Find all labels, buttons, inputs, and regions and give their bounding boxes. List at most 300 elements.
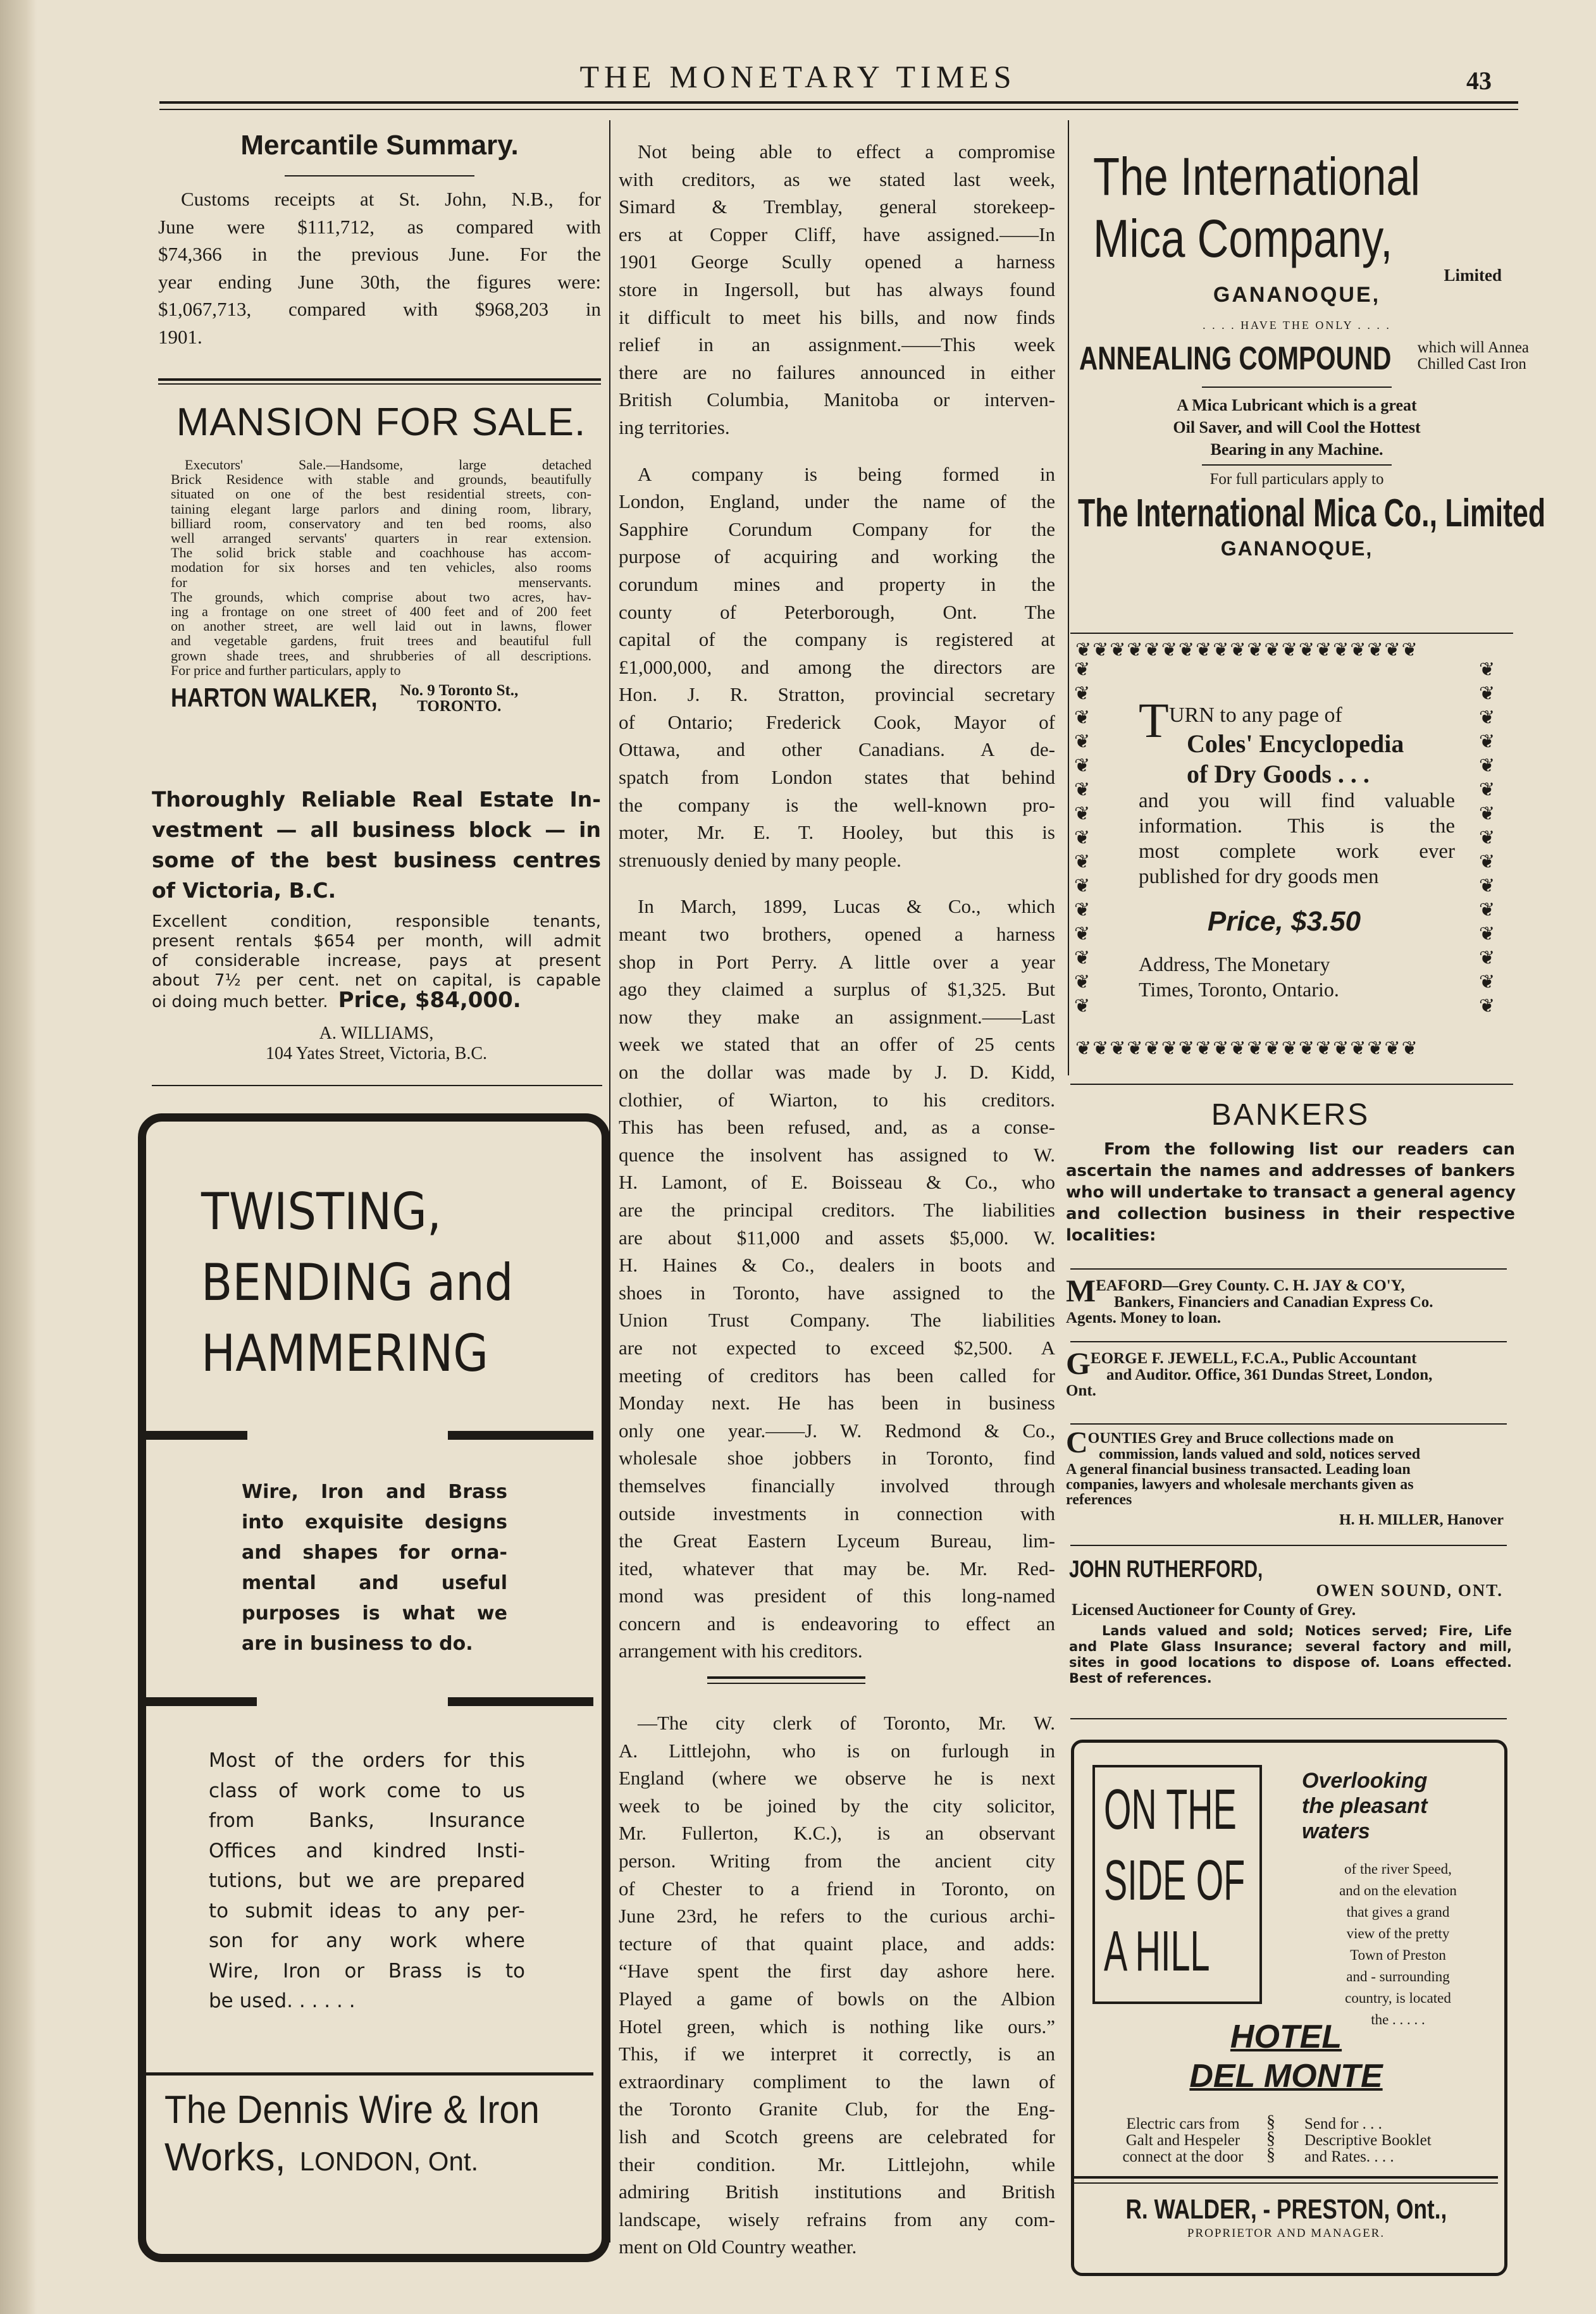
news-para-1 [619, 138, 1055, 442]
realestate-price: Price, $84,000. [338, 987, 521, 1013]
text-line: their condition. Mr. Littlejohn, while [619, 2153, 1055, 2175]
company-line-2b: LONDON, Ont. [299, 2146, 479, 2176]
text-line: ment on Old Country weather. [619, 2236, 857, 2258]
text-line: ing a frontage on one street of 400 feet and of 200 feet [171, 603, 591, 620]
masthead-title: THE MONETARY TIMES [579, 59, 1017, 94]
text-line: well arranged servants' quarters in rear extension. [171, 530, 591, 547]
flourish-ornament: ❦ [1479, 827, 1495, 848]
text-line: Descriptive Booklet [1304, 2132, 1432, 2149]
mercantile-body [158, 185, 601, 351]
news-para-4 [619, 1709, 1055, 2261]
text-line: country, is located [1345, 1990, 1451, 2006]
flourish-ornament: ❦ [1074, 875, 1091, 896]
column-divider-right [1068, 120, 1069, 1075]
flourish-ornament: ❦ [1384, 1038, 1402, 1059]
coles-ad [1139, 693, 1455, 1002]
text-line: 1901. [158, 325, 202, 348]
text-line: now they make an assignment.——Last [619, 1005, 1055, 1028]
flourish-ornament: ❦ [1074, 683, 1091, 704]
flourish-ornament: ❦ [1092, 1038, 1110, 1059]
flourish-ornament: ❦ [1074, 900, 1091, 920]
text-line: Wire, Iron and Brass [242, 1481, 507, 1503]
mica-location-2: GANANOQUE, [1220, 537, 1373, 560]
flourish-ornament: ❦ [1161, 640, 1178, 660]
hotel-rule [1074, 2176, 1498, 2179]
flourish-ornament: ❦ [1350, 1038, 1368, 1059]
annealing-compound: ANNEALING COMPOUND [1079, 340, 1392, 377]
text-line: Best of references. [1069, 1671, 1212, 1686]
text-line: Lands valued and sold; Notices served; Fire, Life [1102, 1623, 1512, 1638]
side-of-hill: ON THE SIDE OF A HILL [1104, 1778, 1246, 1983]
flourish-ornament: ❦ [1479, 755, 1495, 776]
banker-jay: MEAFORD—Grey County. C. H. JAY & CO'Y, Bankers, Financiers and Canadian Express Co. Agents. Money to loan. [1066, 1273, 1433, 1327]
flourish-ornament: ❦ [1479, 996, 1495, 1017]
text-line: Played a game of bowls on the Albion [619, 1987, 1055, 2010]
text-line: June were $111,712, as compared with [158, 215, 601, 238]
hotel-description [1316, 1859, 1480, 2031]
text-line: tecture of that quaint place, and adds: [619, 1932, 1055, 1955]
text-line: ago they claimed a surplus of $1,325. But [619, 978, 1055, 1001]
flourish-ornament: ❦ [1479, 803, 1495, 824]
flourish-ornament: ❦ [1230, 1038, 1247, 1059]
text-line: modation for six horses and ten vehicles, also rooms [171, 559, 591, 576]
text-line: only one year.——J. W. Redmond & Co., [619, 1419, 1055, 1442]
text-line: Galt and Hespeler [1125, 2132, 1240, 2149]
text-line: for menservants. [171, 574, 591, 590]
text-line: Brick Residence with stable and grounds, beautifully [171, 471, 591, 488]
text-line: of the river Speed, [1344, 1861, 1452, 1877]
text-line: and - surrounding [1346, 1969, 1450, 1984]
flourish-ornament: ❦ [1401, 640, 1419, 660]
text-line: are not expected to exceed $2,500. A [619, 1336, 1055, 1359]
text-line: purpose of acquiring and working the [619, 545, 1055, 568]
text-line: about 7½ per cent. net on capital, is capable [152, 971, 601, 990]
mansion-ad [171, 400, 591, 714]
text-line: ited, whatever that may be. Mr. Red- [619, 1557, 1055, 1580]
text-line: H. Lamont, of E. Boisseau & Co., who [619, 1171, 1055, 1194]
text-line: be used. . . . . . [209, 1989, 356, 2012]
text-line: $74,366 in the previous June. For the [158, 243, 601, 266]
bankers-heading: BANKERS [1211, 1098, 1370, 1132]
text-line: outside investments in connection with [619, 1502, 1055, 1525]
masthead-rule [159, 101, 1518, 104]
text-line: of considerable increase, pays at present [152, 951, 601, 970]
realestate-heading [152, 784, 601, 906]
text-line: who will undertake to transact a general agency [1066, 1183, 1516, 1202]
text-line: taining elegant large parlors and dining room, library, [171, 500, 591, 517]
text-line: Most of the orders for this [209, 1749, 525, 1772]
text-line: the company is the well-known pro- [619, 793, 1055, 816]
text-line: British Columbia, Manitoba or interven- [619, 388, 1055, 411]
text-line: Electric cars from [1126, 2115, 1240, 2132]
text-line: situated on one of the best residential streets, con- [171, 486, 591, 502]
box-rule [146, 1431, 247, 1440]
company-line-1: The Dennis Wire & Iron [164, 2088, 540, 2132]
text-line: Offices and kindred Insti- [209, 1839, 525, 1862]
flourish-ornament: ❦ [1127, 1038, 1144, 1059]
flourish-ornament: ❦ [1479, 851, 1495, 872]
news-column [619, 138, 1055, 1665]
flourish-ornament: ❦ [1281, 640, 1299, 660]
text-line: it difficult to meet his bills, and now finds [619, 306, 1055, 328]
flourish-ornament: ❦ [1333, 1038, 1351, 1059]
text-line: From the following list our readers can [1104, 1140, 1515, 1159]
headline-line: TWISTING, [201, 1182, 442, 1241]
text-line: Not being able to effect a compromise [638, 140, 1055, 163]
flourish-ornament: ❦ [1298, 1038, 1316, 1059]
flourish-ornament: ❦ [1384, 640, 1402, 660]
text-line: Town of Preston [1350, 1947, 1446, 1963]
text-line: the Great Eastern Lyceum Bureau, lim- [619, 1530, 1055, 1552]
text-line: and shapes for orna- [242, 1542, 507, 1564]
text-line: shoes in Toronto, have assigned to the [619, 1281, 1055, 1304]
text-line: themselves financially involved through [619, 1474, 1055, 1497]
text-line: most complete work ever [1139, 840, 1455, 863]
masthead-rule-thin [159, 109, 1518, 110]
book-spine-shadow [0, 0, 37, 2314]
text-line: mental and useful [242, 1572, 507, 1594]
text-line: 1901 George Scully opened a harness [619, 251, 1055, 273]
banker-rutherford: JOHN RUTHERFORD, OWEN SOUND, ONT. Licensed Auctioneer for County of Grey. Lands valued and sold; Notices served; Fire, Life and Plate Glass Insurance; several factory and mill, sites in good locations to dispose of. Loans effected. Best of references. [1069, 1556, 1512, 1686]
hotel-name: HOTEL DEL MONTE [1189, 2019, 1383, 2094]
flourish-ornament: ❦ [1074, 659, 1091, 680]
text-line: purposes is what we [242, 1602, 507, 1624]
banker-miller: COUNTIES Grey and Bruce collections made on commission, lands valued and sold, notices served A general financial business transacted. Leading loan companies, lawyers and wholesale merchants given as references H. H. MILLER, Hanover [1066, 1426, 1504, 1528]
flourish-ornament: ❦ [1479, 972, 1495, 993]
text-line: billiard room, conservatory and ten bed rooms, also [171, 515, 591, 531]
section-rule [707, 1676, 865, 1679]
company-line-2a: Works, [164, 2136, 286, 2179]
overlooking: Overlooking the pleasant waters [1302, 1769, 1428, 1843]
text-line: Sapphire Corundum Company for the [619, 517, 1055, 540]
flourish-ornament: ❦ [1281, 1038, 1299, 1059]
flourish-ornament: ❦ [1074, 996, 1091, 1017]
heading-line: Thoroughly Reliable Real Estate In- [152, 787, 601, 812]
flourish-ornament: ❦ [1075, 640, 1093, 660]
flourish-ornament: ❦ [1075, 1038, 1093, 1059]
text-line: lish and Scotch greens are celebrated for [619, 2125, 1055, 2148]
text-line: £1,000,000, and among the directors are [619, 655, 1055, 678]
hotel-proprietor: R. WALDER, - PRESTON, Ont., PROPRIETOR AND MANAGER. [1125, 2194, 1447, 2240]
text-line: on another street, are well laid out in lawns, flower [171, 618, 591, 634]
flourish-ornament: ❦ [1264, 1038, 1282, 1059]
divider [158, 383, 601, 385]
flourish-ornament: ❦ [1367, 640, 1385, 660]
heading-line: of Victoria, B.C. [152, 878, 337, 903]
text-line: concern and is endeavoring to effect an [619, 1612, 1055, 1635]
text-line: The solid brick stable and coachhouse has accom- [171, 545, 591, 561]
text-line: that gives a grand [1346, 1904, 1450, 1920]
text-line: extraordinary compliment to the lawn of [619, 2070, 1055, 2093]
text-line: person. Writing from the ancient city [619, 1849, 1055, 1872]
agent-name: HARTON WALKER, [171, 683, 378, 713]
flourish-ornament: ❦ [1333, 640, 1351, 660]
hotel-cars [1104, 2116, 1262, 2165]
divider [158, 378, 601, 381]
banker-jewell: GEORGE F. JEWELL, F.C.A., Public Accountant and Auditor. Office, 361 Dundas Street, London, Ont. [1066, 1346, 1433, 1399]
text-line: admiring British institutions and British [619, 2181, 1055, 2203]
text-line: the Toronto Granite Club, for the Eng- [619, 2098, 1055, 2120]
flourish-ornament: ❦ [1144, 1038, 1161, 1059]
flourish-ornament: ❦ [1161, 1038, 1178, 1059]
text-line: and vegetable gardens, fruit trees and beautiful full [171, 633, 591, 649]
text-line: This has been refused, and, as a conse- [619, 1116, 1055, 1139]
text-line: moter, Mr. E. T. Hooley, but this is [619, 821, 1055, 844]
text-line: tutions, but we are prepared [209, 1869, 525, 1892]
flourish-ornament: ❦ [1350, 640, 1368, 660]
dennis-headline [201, 1177, 555, 1389]
text-line: son for any work where [209, 1929, 525, 1952]
mercantile-summary [158, 130, 601, 351]
flourish-ornament: ❦ [1110, 1038, 1127, 1059]
text-line: from Banks, Insurance [209, 1809, 525, 1832]
news-para-3 [619, 893, 1055, 1665]
text-line: clothier, of Wiarton, to his creditors. [619, 1088, 1055, 1111]
flourish-ornament: ❦ [1092, 640, 1110, 660]
flourish-ornament: ❦ [1479, 707, 1495, 728]
text-line: Executors' Sale.—Handsome, large detached [185, 457, 591, 473]
flourish-ornament: ❦ [1074, 827, 1091, 848]
text-line: grown shade trees, and shrubberies of all descriptions. [171, 647, 591, 664]
mica-title-2: Mica Company, [1093, 209, 1393, 268]
flourish-ornament: ❦ [1074, 803, 1091, 824]
mansion-body [171, 457, 591, 677]
text-line: are about $11,000 and assets $5,000. W. [619, 1226, 1055, 1249]
flourish-ornament: ❦ [1479, 900, 1495, 920]
text-line: England (where we observe he is next [619, 1767, 1055, 1790]
mica-company-2: The International Mica Co., Limited [1078, 492, 1546, 535]
section-rule [707, 1683, 865, 1684]
mansion-heading: MANSION FOR SALE. [176, 400, 586, 444]
text-line: week to be joined by the city solicitor, [619, 1794, 1055, 1817]
text-line: sites in good locations to dispose of. Loans effected. [1069, 1655, 1512, 1670]
flourish-ornament: ❦ [1247, 1038, 1265, 1059]
page-number: 43 [1466, 66, 1492, 95]
text-line: Customs receipts at St. John, N.B., for [181, 188, 601, 210]
flourish-ornament: ❦ [1479, 948, 1495, 968]
flourish-ornament: ❦ [1213, 640, 1230, 660]
flourish-ornament: ❦ [1074, 755, 1091, 776]
text-line: “Have spent the first day ashore here. [619, 1960, 1055, 1983]
text-line: landscape, wisely refrains from any com- [619, 2208, 1055, 2230]
mica-location: GANANOQUE, [1213, 283, 1381, 307]
flourish-ornament: ❦ [1074, 948, 1091, 968]
coles-price: Price, $3.50 [1207, 906, 1361, 937]
mica-limited: Limited [1444, 266, 1502, 285]
text-line: Union Trust Company. The liabilities [619, 1309, 1055, 1332]
text-line: Send for . . . [1304, 2115, 1382, 2132]
flourish-ornament: ❦ [1213, 1038, 1230, 1059]
text-line: the . . . . . [1371, 2012, 1425, 2027]
text-line: are the principal creditors. The liabilities [619, 1198, 1055, 1221]
flourish-ornament: ❦ [1401, 1038, 1419, 1059]
flourish-ornament: ❦ [1178, 1038, 1196, 1059]
agent-address: No. 9 Toronto St., TORONTO. [400, 682, 519, 715]
divider [1070, 1341, 1507, 1342]
text-line: capital of the company is registered at [619, 628, 1055, 651]
text-line: on the dollar was made by J. D. Kidd, [619, 1061, 1055, 1083]
text-line: meeting of creditors has been called for [619, 1364, 1055, 1387]
mica-ad [1075, 145, 1546, 560]
dennis-company [164, 2088, 595, 2180]
text-line: Ottawa, and other Canadians. A de- [619, 738, 1055, 761]
mercantile-heading: Mercantile Summary. [240, 130, 519, 161]
flourish-ornament: ❦ [1479, 731, 1495, 752]
flourish-ornament: ❦ [1479, 683, 1495, 704]
text-line: into exquisite designs [242, 1511, 507, 1533]
text-line: Excellent condition, responsible tenants, [152, 912, 601, 931]
text-line: Monday next. He has been in business [619, 1392, 1055, 1414]
text-line: mond was president of this long-named [619, 1585, 1055, 1607]
flourish-ornament: ❦ [1479, 659, 1495, 680]
flourish-border-top [1075, 639, 1493, 661]
flourish-ornament: ❦ [1247, 640, 1265, 660]
text-line: view of the pretty [1346, 1926, 1450, 1941]
text-line: Mr. Fullerton, K.C.), is an observant [619, 1822, 1055, 1845]
divider [1070, 1718, 1507, 1719]
bankers-intro [1066, 1139, 1515, 1246]
coles-title: Coles' Encyclopedia [1187, 729, 1404, 758]
flourish-border-bottom [1075, 1037, 1493, 1060]
text-line: This, if we interpret it correctly, is an [619, 2043, 1055, 2065]
mica-title-1: The International [1093, 147, 1420, 206]
text-line: and collection business in their respective [1066, 1204, 1515, 1223]
heading-line: some of the best business centres [152, 848, 601, 872]
text-line: year ending June 30th, the figures were: [158, 270, 601, 293]
flourish-ornament: ❦ [1195, 1038, 1213, 1059]
text-line: strenuously denied by many people. [619, 848, 901, 871]
text-line: $1,067,713, compared with $968,203 in [158, 298, 601, 321]
divider [1070, 1268, 1507, 1270]
text-line: present rentals $654 per month, will admit [152, 932, 601, 951]
dennis-bottom [209, 1746, 525, 2017]
text-line: shop in Port Perry. A little over a year [619, 950, 1055, 973]
flourish-ornament: ❦ [1127, 640, 1144, 660]
text-line: corundum mines and property in the [619, 572, 1055, 595]
flourish-ornament: ❦ [1074, 779, 1091, 800]
text-line: Hotel green, which is nothing like ours.” [619, 2015, 1055, 2038]
text-line: The grounds, which comprise about two acres, hav- [171, 588, 591, 605]
divider [152, 1085, 602, 1086]
text-line: Simard & Tremblay, general storekeep- [619, 195, 1055, 218]
text-line: June 23rd, he refers to the curious archi- [619, 1905, 1055, 1927]
text-line: are in business to do. [242, 1633, 473, 1655]
coles-body [1139, 788, 1455, 889]
text-line: oi doing much better. Price, $84,000. [152, 987, 521, 1013]
realestate-body [152, 912, 601, 1012]
text-line: store in Ingersoll, but has always found [619, 278, 1055, 300]
text-line: of Ontario; Frederick Cook, Mayor of [619, 710, 1055, 733]
bankers-section [1066, 1098, 1515, 1246]
text-line: and Rates. . . . [1304, 2148, 1394, 2165]
news-column-bottom [619, 1709, 1055, 2261]
text-line: quence the insolvent has assigned to W. [619, 1143, 1055, 1166]
flourish-ornament: ❦ [1074, 972, 1091, 993]
realestate-contact-address: 104 Yates Street, Victoria, B.C. [265, 1044, 488, 1063]
text-line: H. Haines & Co., dealers in boots and [619, 1254, 1055, 1277]
flourish-ornament: ❦ [1110, 640, 1127, 660]
text-line: London, England, under the name of the [619, 490, 1055, 513]
text-line: with creditors, as we stated last week, [619, 168, 1055, 190]
hotel-rule [1074, 2182, 1498, 2184]
hotel-send [1304, 2116, 1494, 2165]
mica-rule [1202, 387, 1392, 388]
box-rule [448, 1431, 593, 1440]
divider [1070, 633, 1513, 634]
mansion-agent [171, 683, 591, 714]
text-line: ascertain the names and addresses of bankers [1066, 1161, 1515, 1180]
box-rule [448, 1697, 593, 1706]
divider [1070, 1084, 1513, 1085]
text-line: arrangement with his creditors. [619, 1640, 863, 1662]
realestate-contact-name: A. WILLIAMS, [319, 1024, 434, 1043]
text-line: of Chester to a friend in Toronto, on [619, 1877, 1055, 1900]
flourish-ornament: ❦ [1074, 731, 1091, 752]
text-line: meant two brothers, opened a harness [619, 923, 1055, 946]
headline-line: BENDING and [201, 1253, 514, 1312]
flourish-ornament: ❦ [1195, 640, 1213, 660]
flourish-ornament: ❦ [1367, 1038, 1385, 1059]
rutherford-name: JOHN RUTHERFORD, [1069, 1556, 1263, 1583]
text-line: connect at the door [1122, 2148, 1244, 2165]
mica-have-only: . . . . HAVE THE ONLY . . . . [1203, 319, 1391, 331]
flourish-border-left [1074, 658, 1093, 1037]
text-line: there are no failures announced in either [619, 361, 1055, 383]
text-line: and you will find valuable [1139, 789, 1455, 812]
hotel-ornament: § § § [1266, 2112, 1275, 2165]
text-line: published for dry goods men [1139, 865, 1379, 888]
text-line: week we stated that an offer of 25 cents [619, 1033, 1055, 1056]
news-para-2 [619, 461, 1055, 874]
text-line: wholesale shoe jobbers in Toronto, find [619, 1447, 1055, 1469]
text-line: A company is being formed in [638, 462, 1055, 485]
text-line: ing territories. [619, 416, 730, 438]
text-line: and on the elevation [1339, 1883, 1457, 1898]
text-line: Hon. J. R. Stratton, provincial secretary [619, 683, 1055, 706]
text-line: ers at Copper Cliff, have assigned.——In [619, 223, 1055, 245]
flourish-ornament: ❦ [1074, 924, 1091, 944]
flourish-ornament: ❦ [1230, 640, 1247, 660]
box-rule [146, 1697, 257, 1706]
flourish-ornament: ❦ [1074, 851, 1091, 872]
flourish-ornament: ❦ [1479, 875, 1495, 896]
flourish-ornament: ❦ [1479, 779, 1495, 800]
coles-address: Address, The Monetary Times, Toronto, Ontario. [1139, 953, 1339, 1001]
coles-heading: T URN to any page of Coles' Encyclopedia of Dry Goods . . . [1139, 693, 1404, 788]
flourish-ornament: ❦ [1479, 924, 1495, 944]
text-line: to submit ideas to any per- [209, 1899, 525, 1922]
text-line: Wire, Iron or Brass is to [209, 1959, 525, 1983]
flourish-ornament: ❦ [1315, 1038, 1333, 1059]
product-note: which will Annea Chilled Cast Iron [1417, 339, 1530, 373]
text-line: In March, 1899, Lucas & Co., which [638, 895, 1055, 918]
mica-lubricant: A Mica Lubricant which is a great Oil Saver, and will Cool the Hottest Bearing in any Machine. [1173, 396, 1421, 459]
realestate-ad [152, 784, 601, 1064]
flourish-border-right [1479, 658, 1498, 1037]
mercantile-rule [285, 175, 474, 176]
heading-line: vestment — all business block — in [152, 817, 601, 842]
flourish-ornament: ❦ [1315, 640, 1333, 660]
text-line: relief in an assignment.——This week [619, 333, 1055, 356]
divider [1070, 1423, 1507, 1425]
mica-particulars: For full particulars apply to [1209, 471, 1384, 488]
text-line: and Plate Glass Insurance; several factory and mill, [1069, 1639, 1512, 1654]
flourish-ornament: ❦ [1298, 640, 1316, 660]
text-line: spatch from London states that behind [619, 766, 1055, 789]
flourish-ornament: ❦ [1074, 707, 1091, 728]
flourish-ornament: ❦ [1178, 640, 1196, 660]
text-line: class of work come to us [209, 1779, 525, 1802]
